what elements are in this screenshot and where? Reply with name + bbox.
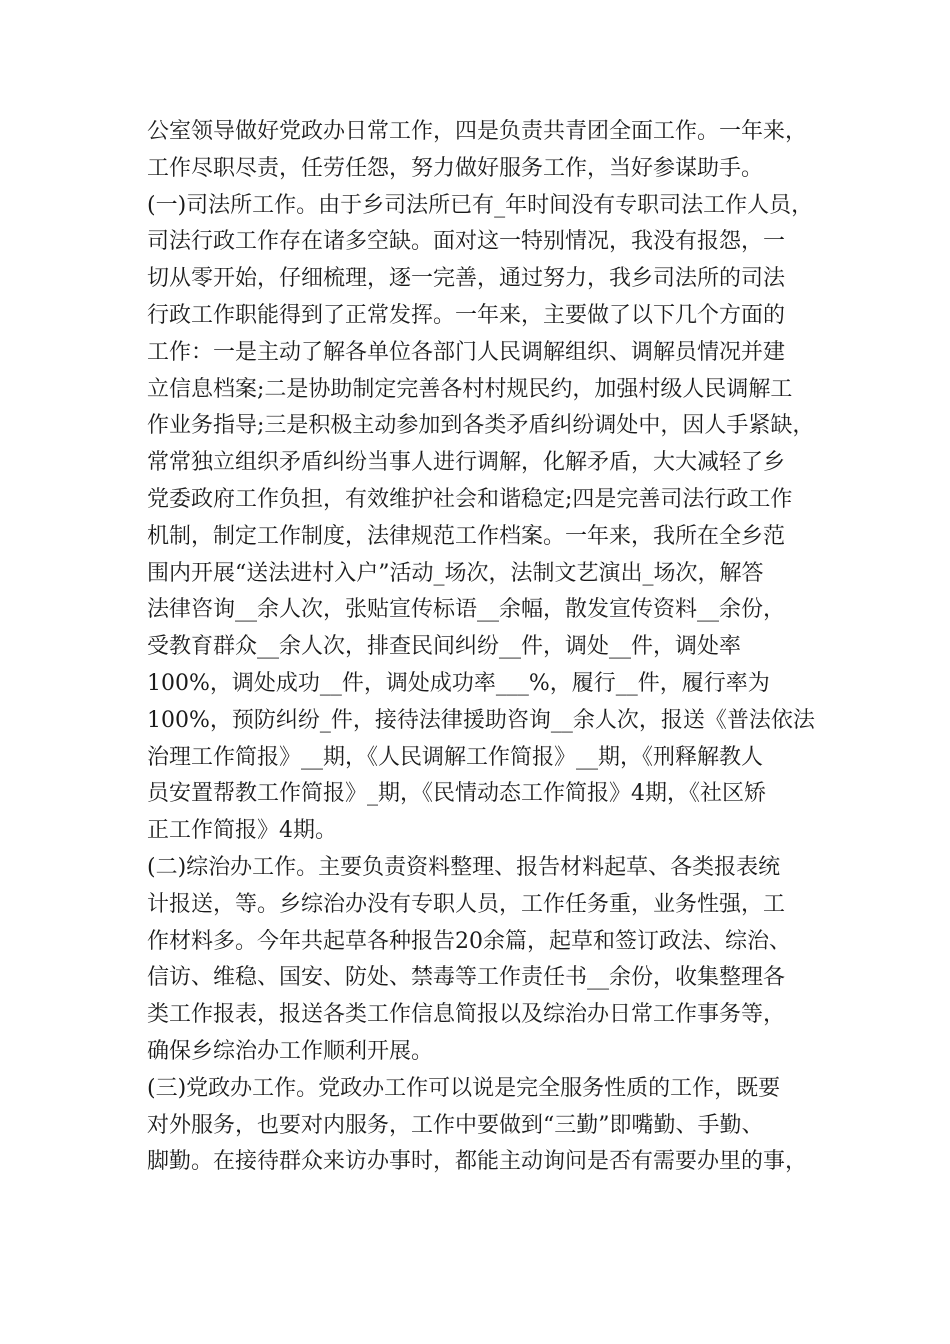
text-line: 确保乡综治办工作顺利开展。 [147,1038,434,1064]
text-line: 常常独立组织矛盾纠纷当事人进行调解，化解矛盾，大大减轻了乡 [147,450,786,476]
text-line: 切从零开始，仔细梳理，逐一完善，通过努力，我乡司法所的司法 [147,266,786,292]
text-line: 受教育群众__余人次，排查民间纠纷__件，调处__件，调处率 [147,634,742,660]
text-line: 正工作简报》4期。 [147,818,337,844]
text-line: 机制，制定工作制度，法律规范工作档案。一年来，我所在全乡范 [147,523,786,549]
text-line: 100%，预防纠纷_件，接待法律援助咨询__余人次，报送《普法依法 [147,707,815,733]
text-line: 司法行政工作存在诸多空缺。面对这一特别情况，我没有报怨，一 [147,229,786,255]
text-line: 对外服务，也要对内服务，工作中要做到“三勤”即嘴勤、手勤、 [147,1112,764,1138]
text-line: 工作：一是主动了解各单位各部门人民调解组织、调解员情况并建 [147,339,786,365]
text-line: 100%，调处成功__件，调处成功率___%，履行__件，履行率为 [147,670,770,696]
text-line: 员安置帮教工作简报》_期，《民情动态工作简报》4期，《社区矫 [147,781,766,807]
text-line: 工作尽职尽责，任劳任怨，努力做好服务工作，当好参谋助手。 [147,155,764,181]
text-line: 类工作报表，报送各类工作信息简报以及综治办日常工作事务等， [147,1002,786,1028]
body-text [147,114,827,1181]
text-line: 公室领导做好党政办日常工作，四是负责共青团全面工作。一年来， [147,119,808,144]
text-line: 法律咨询__余人次，张贴宣传标语__余幅，散发宣传资料__余份， [147,597,786,623]
section-2-heading-line: (二)综治办工作。主要负责资料整理、报告材料起草、各类报表统 [147,854,781,880]
text-line: 行政工作职能得到了正常发挥。一年来，主要做了以下几个方面的 [147,302,786,328]
text-line: 党委政府工作负担，有效维护社会和谐稳定;四是完善司法行政工作 [147,486,793,512]
section-1-heading-line: (一)司法所工作。由于乡司法所已有_年时间没有专职司法工作人员， [147,192,814,218]
text-line: 信访、维稳、国安、防处、禁毒等工作责任书__余份，收集整理各 [147,965,786,991]
section-3-heading-line: (三)党政办工作。党政办工作可以说是完全服务性质的工作，既要 [147,1075,781,1101]
text-line: 作材料多。今年共起草各种报告20余篇，起草和签订政法、综治、 [147,928,791,954]
text-line: 治理工作简报》__期，《人民调解工作简报》__期，《刑释解教人 [147,744,764,770]
text-line: 脚勤。在接待群众来访办事时，都能主动询问是否有需要办里的事， [147,1149,808,1175]
text-line: 围内开展“送法进村入户”活动_场次，法制文艺演出_场次，解答 [147,560,764,586]
text-line: 立信息档案;二是协助制定完善各村村规民约，加强村级人民调解工 [147,376,793,402]
text-line: 作业务指导;三是积极主动参加到各类矛盾纠纷调处中，因人手紧缺， [147,413,815,439]
text-line: 计报送，等。乡综治办没有专职人员，工作任务重，业务性强，工 [147,891,786,917]
